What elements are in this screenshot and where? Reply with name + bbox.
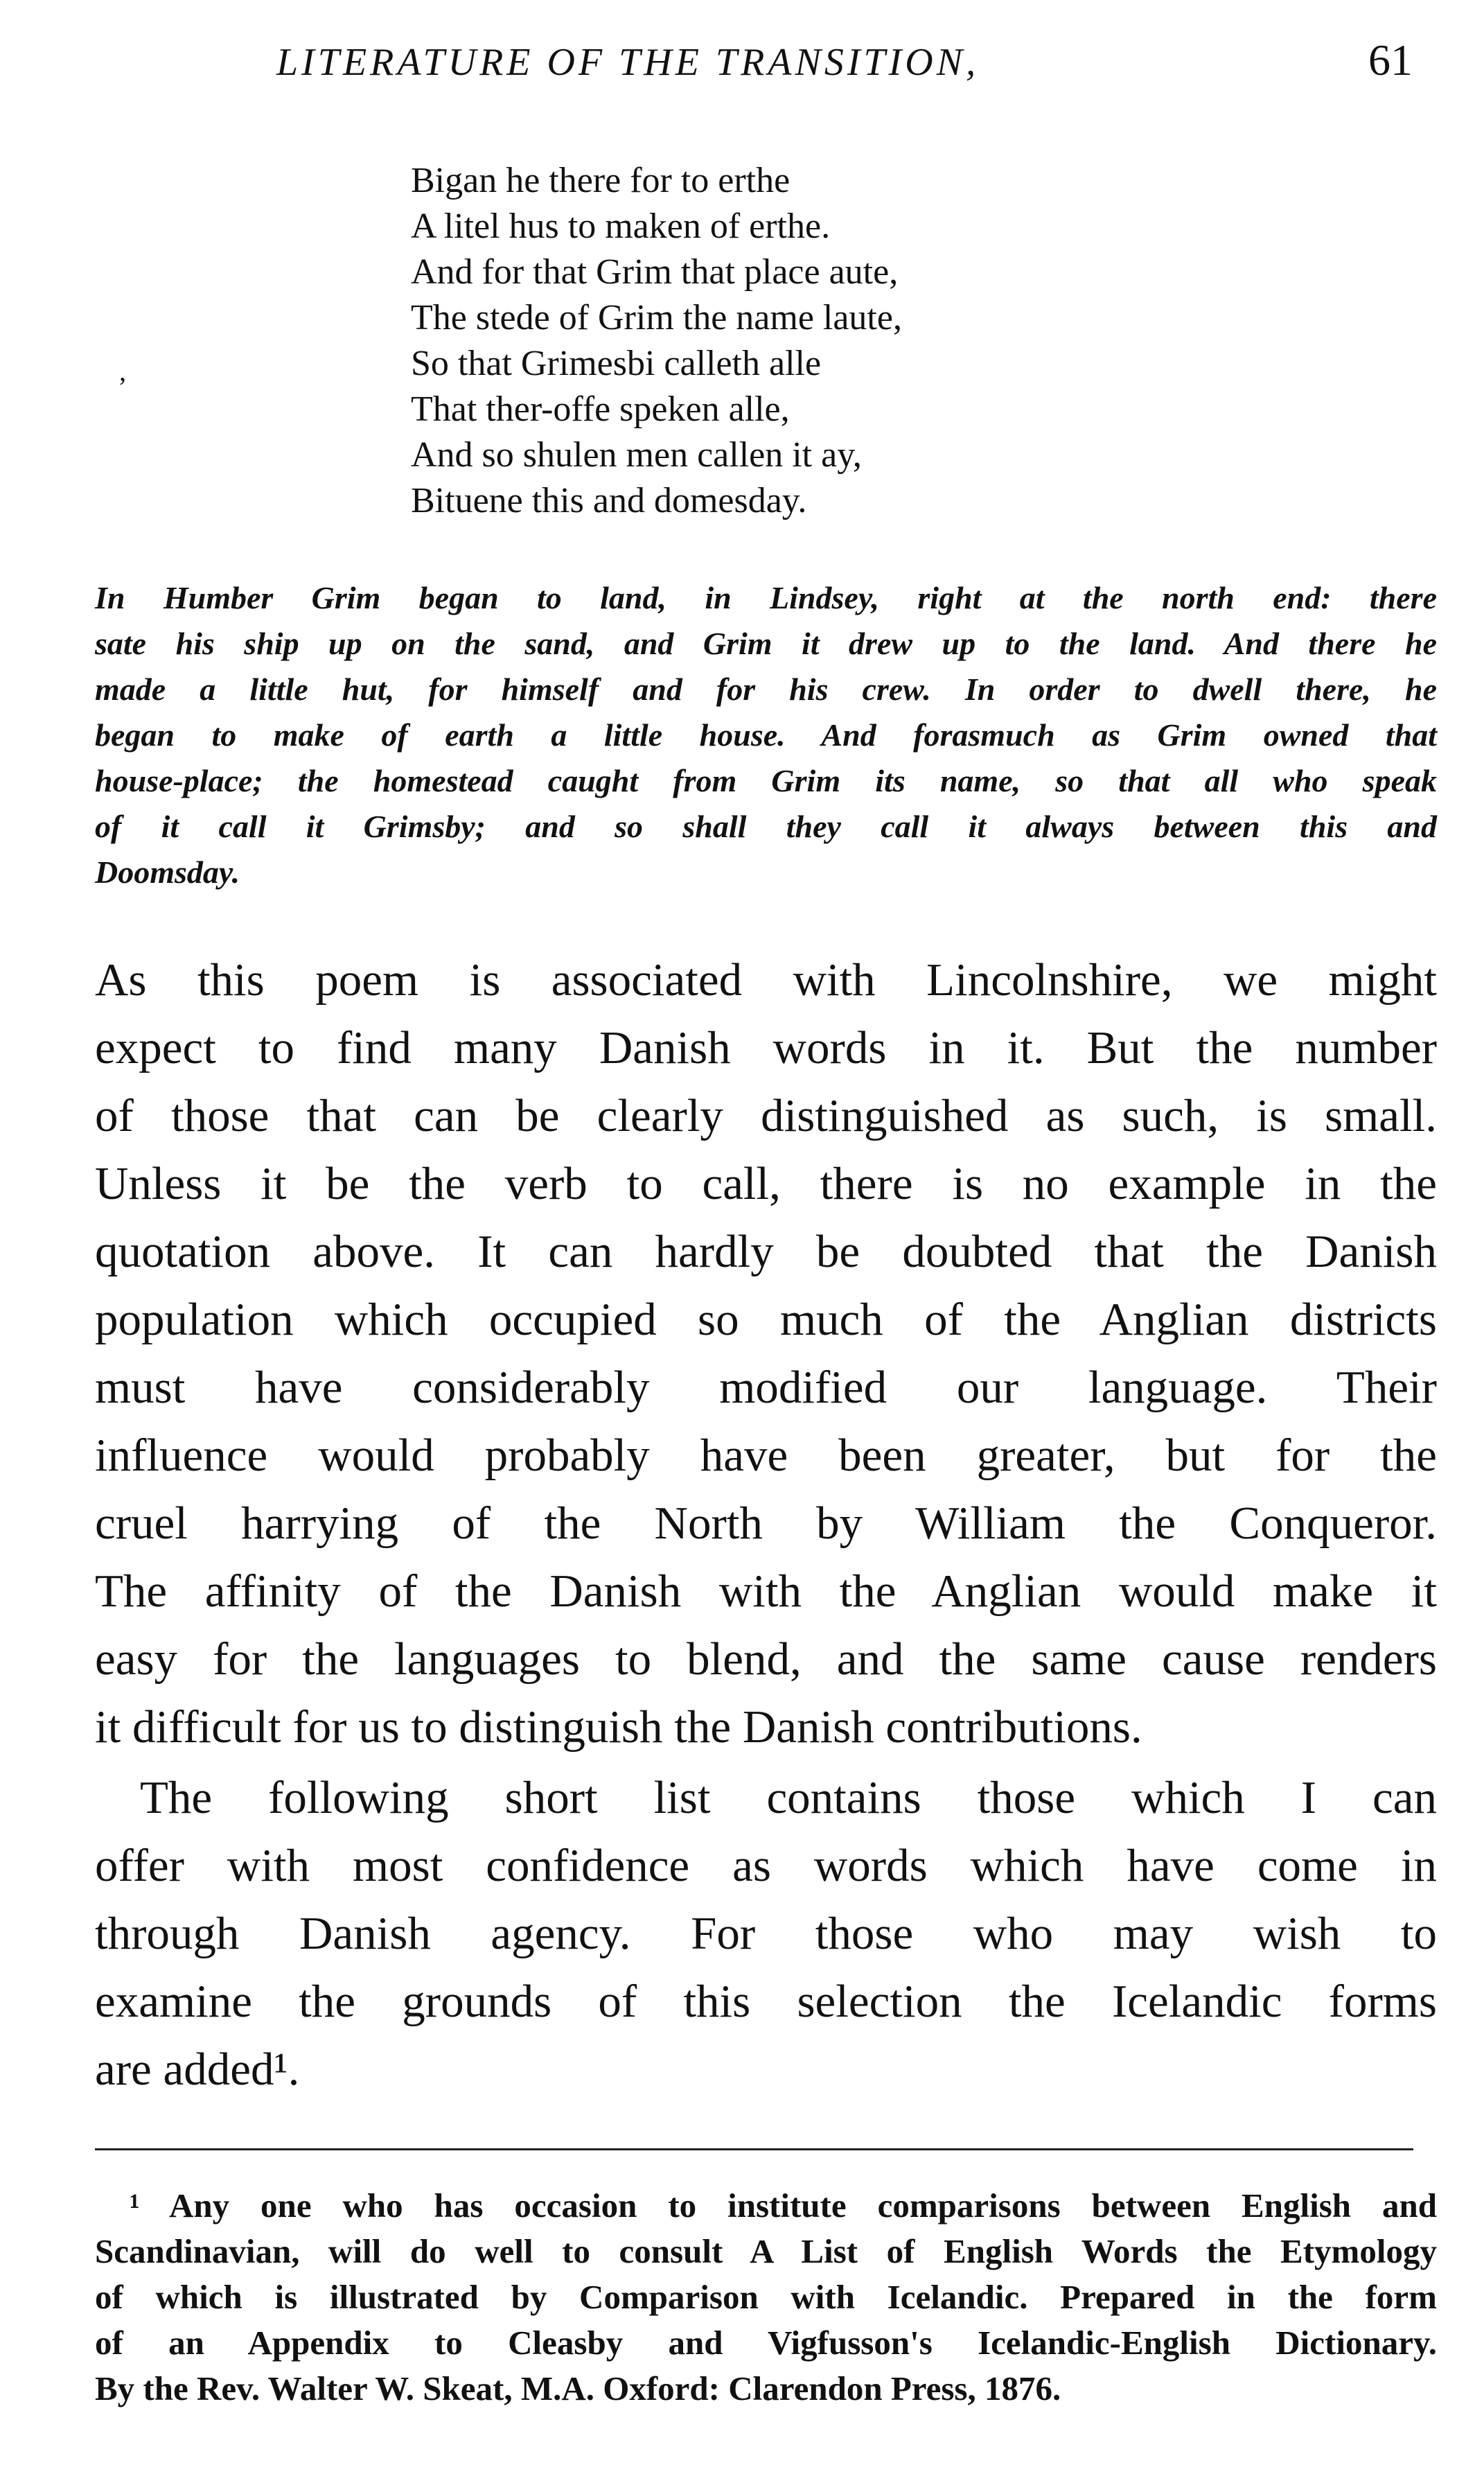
- verse-line: Bigan he there for to erthe: [411, 161, 790, 200]
- footnote-divider: [95, 2148, 1413, 2150]
- body-paragraph-2: [95, 1764, 1437, 2103]
- text-line: made a little hut, for himself and for his crew. In order to dwell there, he: [95, 672, 1437, 707]
- text-line: As this poem is associated with Lincolnshire, we might: [95, 954, 1437, 1006]
- text-line: of which is illustrated by Comparison with Icelandic. Prepared in the form: [95, 2278, 1437, 2316]
- verse-line: A litel hus to maken of erthe.: [411, 207, 831, 246]
- verse-line: That ther-offe speken alle,: [411, 389, 790, 429]
- verse-line: And so shulen men callen it ay,: [411, 435, 862, 475]
- verse-line: So that Grimesbi calleth alle: [411, 344, 822, 383]
- stray-mark: ,: [119, 356, 126, 387]
- text-line: easy for the languages to blend, and the same cause renders: [95, 1633, 1437, 1685]
- text-line: offer with most confidence as words which have come in: [95, 1840, 1437, 1891]
- verse-quotation: [411, 158, 902, 524]
- text-line: must have considerably modified our language. Their: [95, 1362, 1437, 1413]
- verse-line: And for that Grim that place aute,: [411, 252, 899, 292]
- text-line: In Humber Grim began to land, in Lindsey, right at the north end: there: [95, 580, 1437, 615]
- text-line: Unless it be the verb to call, there is no example in the: [95, 1158, 1437, 1209]
- text-line: The following short list contains those which I can: [140, 1772, 1437, 1823]
- text-line: examine the grounds of this selection the Icelandic forms: [95, 1976, 1437, 2027]
- text-line: of an Appendix to Cleasby and Vigfusson's Icelandic-English Dictionary.: [95, 2324, 1437, 2362]
- text-line: through Danish agency. For those who may wish to: [95, 1908, 1437, 1959]
- verse-line: The stede of Grim the name laute,: [411, 298, 902, 337]
- text-line: sate his ship up on the sand, and Grim it drew up to the land. And there he: [95, 626, 1437, 661]
- text-line: of it call it Grimsby; and so shall they call it always between this and: [95, 809, 1437, 844]
- footnote: [95, 2183, 1437, 2412]
- text-line: Doomsday.: [95, 854, 240, 890]
- text-line: began to make of earth a little house. And forasmuch as Grim owned that: [95, 717, 1437, 753]
- body-paragraph-1: [95, 946, 1437, 1761]
- text-line: By the Rev. Walter W. Skeat, M.A. Oxford: Clarendon Press, 1876.: [95, 2369, 1061, 2407]
- text-line: it difficult for us to distinguish the Danish contributions.: [95, 1701, 1142, 1753]
- running-title: LITERATURE OF THE TRANSITION,: [276, 41, 980, 84]
- text-line: cruel harrying of the North by William the Conqueror.: [95, 1498, 1437, 1549]
- text-line: ¹ Any one who has occasion to institute comparisons between English and: [130, 2186, 1437, 2225]
- translation-paragraph: [95, 575, 1437, 895]
- text-line: Scandinavian, will do well to consult A List of English Words the Etymology: [95, 2232, 1437, 2270]
- text-line: population which occupied so much of the Anglian districts: [95, 1294, 1437, 1345]
- text-line: house-place; the homestead caught from Grim its name, so that all who speak: [95, 763, 1437, 798]
- page-number: 61: [1368, 35, 1413, 85]
- text-line: quotation above. It can hardly be doubted that the Danish: [95, 1226, 1437, 1277]
- text-line: influence would probably have been greater, but for the: [95, 1430, 1437, 1481]
- text-line: of those that can be clearly distinguished as such, is small.: [95, 1090, 1437, 1141]
- text-line: are added¹.: [95, 2044, 300, 2095]
- text-line: The affinity of the Danish with the Anglian would make it: [95, 1565, 1437, 1617]
- verse-line: Bituene this and domesday.: [411, 481, 807, 520]
- text-line: expect to find many Danish words in it. But the number: [95, 1022, 1437, 1073]
